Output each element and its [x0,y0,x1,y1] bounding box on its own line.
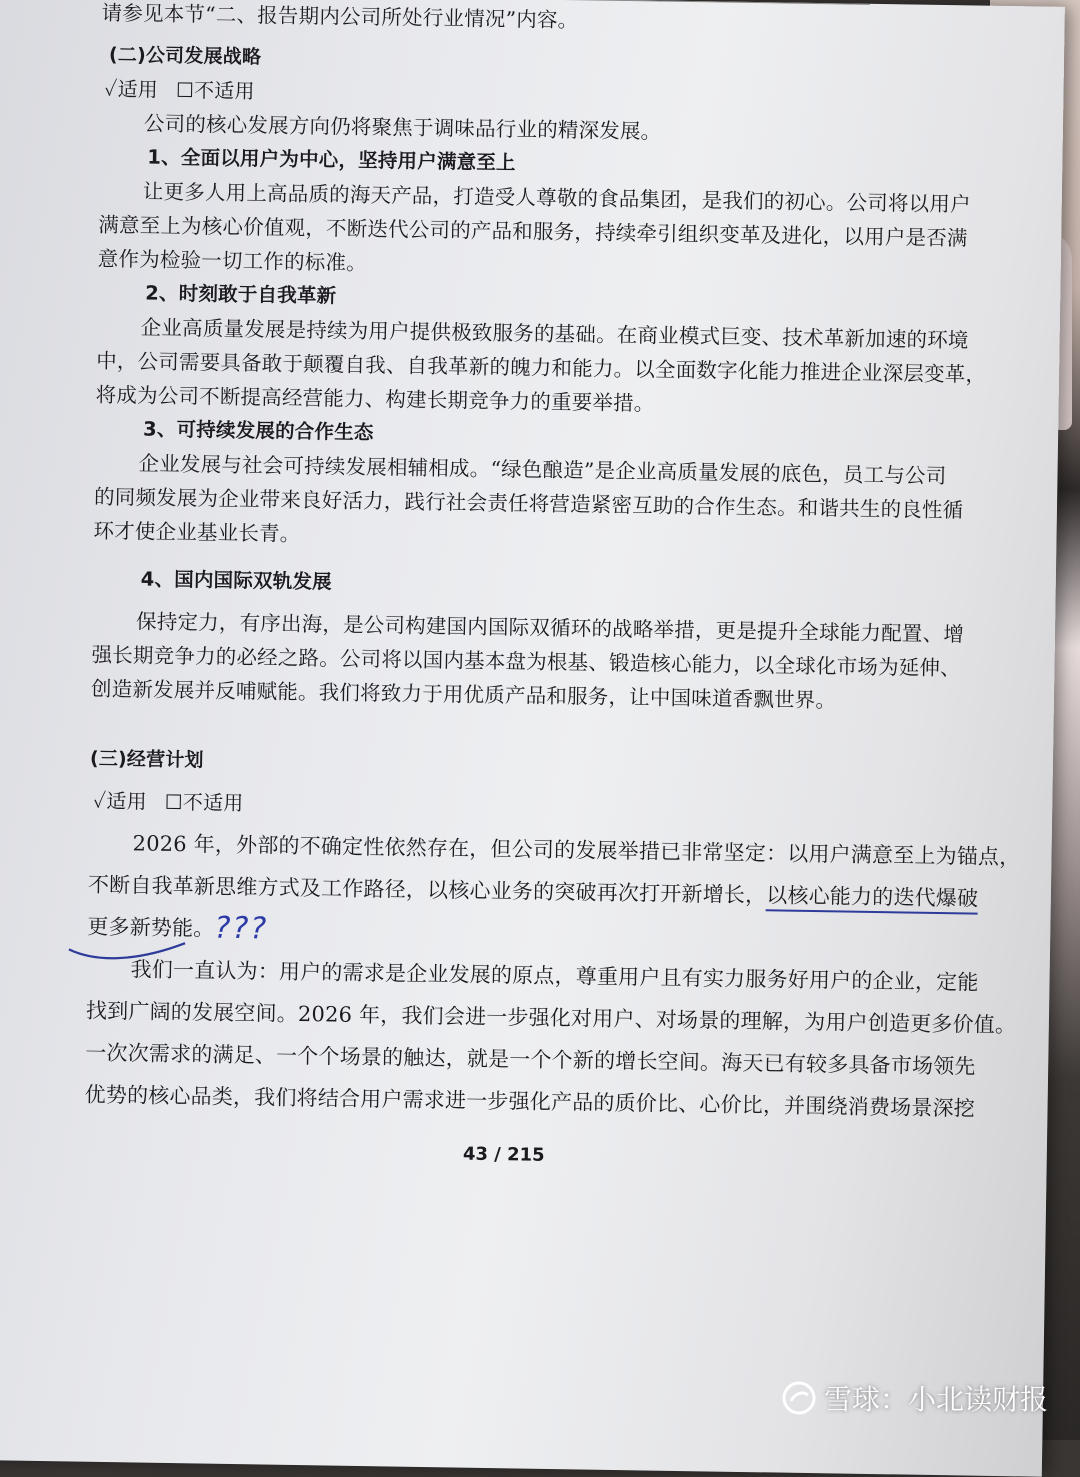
paragraph-line: 将成为公司不断提高经营能力、构建长期竞争力的重要举措。 [95,382,655,416]
handwritten-swoosh-icon [65,931,215,963]
page-number: 43 / 215 [462,1143,545,1166]
paragraph-line: 的同频发展为企业带来良好活力，践行社会责任将营造紧密互助的合作生态。和谐共生的良性循 [93,484,964,523]
applicable-checkbox: ✓适用 [93,788,147,814]
paragraph-line: 企业发展与社会可持续发展相辅相成。“绿色酿造”是企业高质量发展的底色，员工与公司 [138,451,947,489]
not-applicable-checkbox: ☐不适用 [164,789,244,816]
watermark-text: 雪球：小北读财报 [823,1383,1048,1416]
snowball-logo-icon [782,1381,816,1415]
paragraph-line: 找到广阔的发展空间。2026 年，我们会进一步强化对用户、对场景的理解，为用户创造更多价值。 [85,998,1017,1038]
paragraph-line: 企业高质量发展是持续为用户提供极致服务的基础。在商业模式巨变、技术革新加速的环境 [140,315,969,353]
paragraph-line: 中，公司需要具备敢于颠覆自我、自我革新的魄力和能力。以全面数字化能力推进企业深层变革， [96,348,987,387]
paragraph-line: 满意至上为核心价值观，不断迭代公司的产品和服务，持续牵引组织变革及进化，以用户是否满 [98,212,968,251]
applicable-checkbox: ✓适用 [104,76,159,102]
paragraph-line: 环才使企业基业长青。 [93,518,301,546]
handwritten-underline-text: 以核心能力的迭代爆破 [766,883,978,914]
watermark [782,1378,1048,1418]
section-title-strategy: (二)公司发展战略 [108,43,262,69]
paragraph-line: 保持定力，有序出海，是公司构建国内国际双循环的战略举措，更是提升全球能力配置、增 [135,609,965,647]
strategy-heading-3: 3、可持续发展的合作生态 [142,417,374,445]
text-span: 更多新势能。 [87,914,215,941]
paragraph-line: 让更多人用上高品质的海天产品，打造受人尊敬的食品集团，是我们的初心。公司将以用户 [142,179,971,217]
strategy-intro: 公司的核心发展方向仍将聚焦于调味品行业的精深发展。 [143,111,662,144]
paragraph-line: 我们一直认为：用户的需求是企业发展的原点，尊重用户且有实力服务好用户的企业，定能 [130,957,979,995]
paragraph-line: 2026 年，外部的不确定性依然存在，但公司的发展举措已非常坚定：以用户满意至上为锚点， [132,831,1021,870]
top-reference-line: 请参见本节“二、报告期内公司所处行业情况”内容。 [101,0,579,33]
not-applicable-checkbox: ☐不适用 [175,77,255,104]
page-content [84,0,1021,1173]
text-span: 不断自我革新思维方式及工作路径，以核心业务的突破再次打开新增长， [87,872,767,908]
strategy-heading-1: 1、全面以用户为中心，坚持用户满意至上 [147,145,516,175]
paragraph-line: 强长期竞争力的必经之路。公司将以国内基本盘为根基、锻造核心能力，以全球化市场为延伸、 [91,642,962,681]
paragraph-line: 一次次需求的满足、一个个场景的触达，就是一个个新的增长空间。海天已有较多具备市场领先 [85,1040,976,1079]
paragraph-line: 意作为检验一切工作的标准。 [97,246,368,275]
strategy-heading-4: 4、国内国际双轨发展 [140,567,333,594]
handwritten-question-marks: ??? [214,910,269,947]
strategy-heading-2: 2、时刻敢于自我革新 [145,281,337,308]
paragraph-line: 创造新发展并反哺赋能。我们将致力于用优质产品和服务，让中国味道香飘世界。 [90,676,837,713]
paragraph-line: 优势的核心品类，我们将结合用户需求进一步强化产品的质价比、心价比，并围绕消费场景深挖 [84,1082,976,1121]
section-title-operating-plan: (三)经营计划 [89,747,204,772]
